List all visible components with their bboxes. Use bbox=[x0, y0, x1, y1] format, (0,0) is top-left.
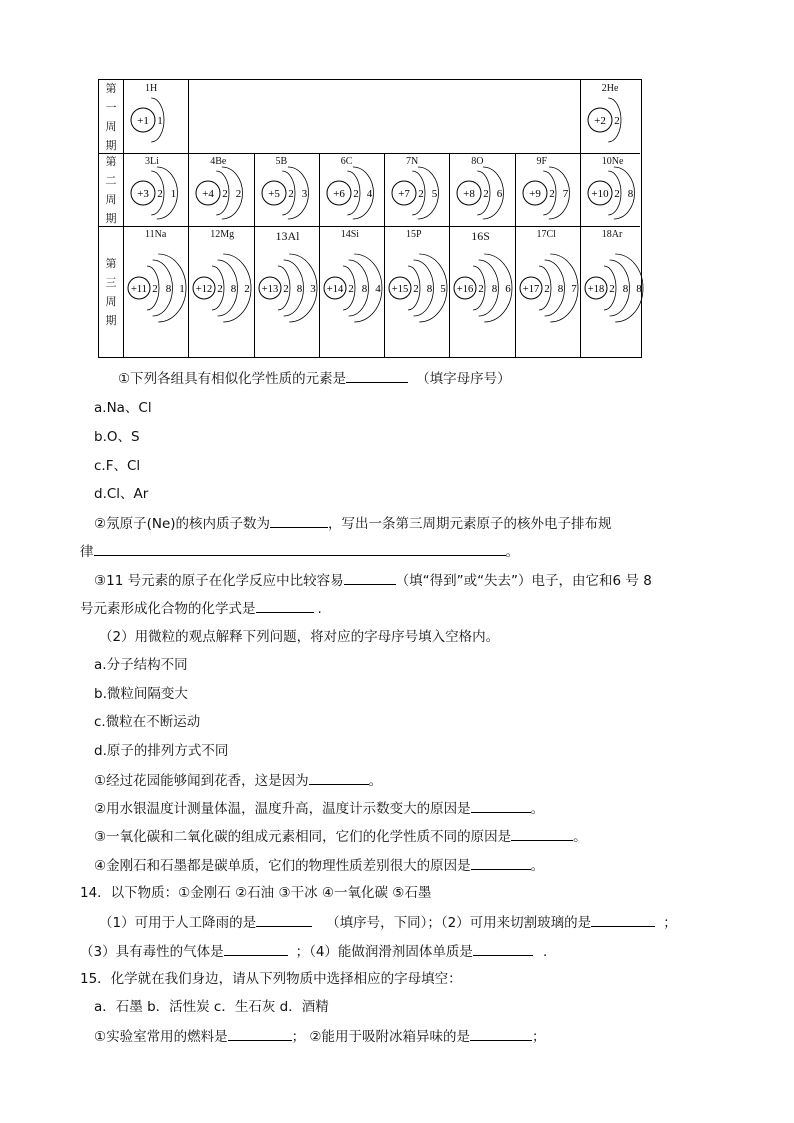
q15-l1-b: ； ②能用于吸附冰箱异味的是 bbox=[291, 1029, 471, 1045]
element-symbol: 5B bbox=[275, 156, 288, 167]
q15-l1-a: ①实验室常用的燃料是 bbox=[94, 1029, 228, 1045]
element-symbol: 18Ar bbox=[601, 229, 623, 240]
nuclear-charge: +15 bbox=[391, 284, 409, 295]
period-label-char: 期 bbox=[105, 138, 117, 152]
atom-diagram bbox=[580, 226, 645, 357]
shell-electron-count: 2 bbox=[287, 188, 294, 200]
element-symbol: 13Al bbox=[275, 229, 300, 243]
element-cell bbox=[123, 80, 188, 153]
element-symbol: 1H bbox=[145, 83, 158, 94]
shell-electron-count: 8 bbox=[636, 283, 642, 295]
nuclear-charge: +10 bbox=[591, 188, 609, 200]
part2-option-b: b.微粒间隔变大 bbox=[94, 686, 188, 702]
q2-line-2 bbox=[80, 541, 519, 562]
q14-l2-a: （3）具有毒性的气体是 bbox=[80, 944, 224, 960]
shell-electron-count: 1 bbox=[170, 188, 177, 200]
atom-diagram bbox=[515, 153, 580, 226]
shell-electron-count: 8 bbox=[165, 283, 172, 295]
q15-blank-2[interactable] bbox=[470, 1026, 532, 1041]
period-label-char: 三 bbox=[105, 275, 117, 289]
q2-line-1 bbox=[94, 513, 612, 534]
shell-electron-count: 2 bbox=[244, 283, 250, 295]
shell-electron-count: 4 bbox=[366, 188, 372, 200]
shell-electron-count: 2 bbox=[152, 283, 158, 295]
q3-answer-blank-1[interactable] bbox=[344, 570, 396, 585]
q2-text-b: ，写出一条第三周期元素原子的核外电子排布规 bbox=[328, 516, 612, 532]
atom-diagram bbox=[384, 153, 449, 226]
element-symbol: 6C bbox=[340, 156, 353, 167]
q3-text-d: . bbox=[317, 601, 322, 617]
part2-question-3 bbox=[94, 826, 587, 847]
part2-question-4 bbox=[94, 855, 544, 876]
q14-blank-4[interactable] bbox=[473, 941, 533, 956]
shell-electron-count: 2 bbox=[614, 115, 620, 127]
element-cell bbox=[123, 153, 188, 226]
atom-diagram bbox=[580, 153, 645, 226]
element-cell bbox=[449, 153, 514, 226]
q14-l1-a: （1）可用于人工降雨的是 bbox=[99, 915, 257, 931]
q14-blank-3[interactable] bbox=[224, 941, 288, 956]
element-cell bbox=[254, 226, 319, 357]
nuclear-charge: +14 bbox=[326, 284, 343, 295]
q15-options: a．石墨 b．活性炭 c．生石灰 d．酒精 bbox=[94, 999, 329, 1015]
q1-prompt: ①下列各组具有相似化学性质的元素是 bbox=[118, 371, 347, 387]
q2-text-a: ②氖原子(Ne)的核内质子数为 bbox=[94, 516, 271, 532]
element-symbol: 7N bbox=[406, 156, 419, 167]
q14-blank-1[interactable] bbox=[256, 912, 312, 927]
shell-electron-count: 6 bbox=[497, 188, 503, 200]
q14-l1-b: （填序号，下同）；（2）可用来切割玻璃的是 bbox=[326, 915, 592, 931]
element-cell bbox=[515, 153, 580, 226]
nuclear-charge: +2 bbox=[593, 115, 606, 127]
nuclear-charge: +8 bbox=[463, 188, 476, 200]
element-cell bbox=[188, 153, 253, 226]
q15-stem: 15．化学就在我们身边，请从下列物质中选择相应的字母填空： bbox=[80, 971, 462, 987]
period-label-char: 期 bbox=[105, 313, 117, 327]
shell-electron-count: 2 bbox=[217, 283, 223, 295]
nuclear-charge: +11 bbox=[130, 284, 148, 295]
atom-diagram bbox=[123, 153, 188, 226]
part2-q1-blank[interactable] bbox=[309, 770, 369, 785]
shell-electron-count: 3 bbox=[309, 283, 316, 295]
period-label-char: 一 bbox=[105, 100, 117, 114]
atom-diagram bbox=[188, 226, 253, 357]
atom-diagram bbox=[580, 80, 645, 153]
element-cell bbox=[580, 153, 645, 226]
element-symbol: 14Si bbox=[340, 229, 360, 240]
part2-q4-tail: 。 bbox=[530, 858, 545, 874]
q1-option-a: a.Na、Cl bbox=[94, 400, 152, 416]
q14-l2-b: ；（4）能做润滑剂固体单质是 bbox=[295, 944, 473, 960]
shell-electron-count: 8 bbox=[426, 283, 433, 295]
part2-q4-text: ④金刚石和石墨都是碳单质，它们的物理性质差别很大的原因是 bbox=[94, 858, 471, 874]
atom-diagram bbox=[123, 80, 188, 153]
element-cell bbox=[384, 226, 449, 357]
element-symbol: 17Cl bbox=[536, 229, 556, 240]
q15-line-1 bbox=[94, 1026, 546, 1047]
period-label bbox=[99, 80, 123, 153]
atom-diagram bbox=[188, 153, 253, 226]
atom-diagram bbox=[319, 226, 384, 357]
part2-question-2 bbox=[94, 798, 544, 819]
part2-q4-blank[interactable] bbox=[471, 855, 531, 870]
q14-line-2 bbox=[80, 941, 547, 962]
q3-text-c: 号元素形成化合物的化学式是 bbox=[80, 601, 256, 617]
periodic-table bbox=[98, 79, 642, 358]
element-cell bbox=[123, 226, 188, 357]
element-symbol: 16S bbox=[471, 229, 490, 243]
element-symbol: 2He bbox=[601, 83, 619, 94]
q3-answer-blank-2[interactable] bbox=[256, 598, 314, 613]
q1-prompt-line bbox=[118, 368, 511, 389]
element-cell bbox=[515, 226, 580, 357]
shell-electron-count: 8 bbox=[622, 283, 628, 295]
nuclear-charge: +3 bbox=[137, 188, 149, 200]
q14-line-1 bbox=[99, 912, 677, 933]
atom-diagram bbox=[123, 226, 188, 357]
period-label-char: 第 bbox=[105, 154, 117, 168]
element-symbol: 8O bbox=[471, 156, 484, 167]
element-cell bbox=[254, 153, 319, 226]
element-symbol: 4Be bbox=[210, 156, 227, 167]
element-cell bbox=[580, 80, 645, 153]
atom-diagram bbox=[515, 226, 580, 357]
shell-electron-count: 8 bbox=[492, 283, 498, 295]
nuclear-charge: +18 bbox=[587, 284, 604, 295]
q14-stem: 14．以下物质：①金刚石 ②石油 ③干冰 ④一氧化碳 ⑤石墨 bbox=[80, 885, 432, 901]
part2-q3-tail: 。 bbox=[573, 829, 587, 845]
shell-electron-count: 3 bbox=[301, 188, 307, 200]
q3-text-b: （填“得到”或“失去”）电子，由它和6 号 8 bbox=[395, 573, 652, 589]
element-cell bbox=[188, 226, 253, 357]
element-cell bbox=[449, 226, 514, 357]
shell-electron-count: 1 bbox=[179, 283, 185, 295]
shell-electron-count: 8 bbox=[231, 283, 237, 295]
atom-diagram bbox=[449, 226, 514, 357]
part2-intro: （2）用微粒的观点解释下列问题，将对应的字母序号填入空格内。 bbox=[99, 629, 500, 645]
nuclear-charge: +17 bbox=[522, 284, 539, 295]
part2-q2-text: ②用水银温度计测量体温，温度升高，温度计示数变大的原因是 bbox=[94, 801, 471, 817]
period-label-char: 第 bbox=[105, 256, 117, 270]
shell-electron-count: 4 bbox=[375, 283, 381, 295]
shell-electron-count: 2 bbox=[157, 188, 163, 200]
shell-electron-count: 2 bbox=[222, 188, 228, 200]
q15-blank-1[interactable] bbox=[228, 1026, 292, 1041]
shell-electron-count: 2 bbox=[348, 283, 354, 295]
shell-electron-count: 2 bbox=[413, 283, 419, 295]
element-symbol: 12Mg bbox=[210, 229, 235, 240]
nuclear-charge: +6 bbox=[332, 188, 345, 200]
shell-electron-count: 2 bbox=[478, 283, 484, 295]
atom-diagram bbox=[449, 153, 514, 226]
q1-option-b: b.O、S bbox=[94, 429, 140, 445]
period-label-char: 周 bbox=[105, 192, 117, 206]
element-symbol: 11Na bbox=[145, 229, 167, 240]
nuclear-charge: +4 bbox=[202, 188, 215, 200]
part2-q2-blank[interactable] bbox=[471, 798, 531, 813]
element-cell bbox=[384, 153, 449, 226]
table-column-divider bbox=[188, 80, 189, 153]
period-label-char: 周 bbox=[105, 294, 117, 308]
shell-electron-count: 2 bbox=[353, 188, 359, 200]
period-label-char: 第 bbox=[105, 81, 117, 95]
part2-q1-text: ①经过花园能够闻到花香，这是因为 bbox=[94, 773, 309, 789]
period-label-char: 期 bbox=[105, 211, 117, 225]
atom-diagram bbox=[319, 153, 384, 226]
q3-line-2 bbox=[80, 598, 322, 619]
atom-diagram bbox=[254, 153, 319, 226]
part2-q2-tail: 。 bbox=[530, 801, 545, 817]
shell-electron-count: 6 bbox=[505, 283, 511, 295]
part2-option-c: c.微粒在不断运动 bbox=[94, 714, 201, 730]
q14-l1-c: ； bbox=[663, 915, 677, 931]
nuclear-charge: +13 bbox=[261, 284, 278, 295]
nuclear-charge: +12 bbox=[196, 284, 213, 295]
q15-l1-c: ； bbox=[532, 1029, 546, 1045]
element-cell bbox=[319, 153, 384, 226]
shell-electron-count: 1 bbox=[157, 115, 163, 127]
nuclear-charge: +7 bbox=[398, 188, 410, 200]
q3-text-a: ③11 号元素的原子在化学反应中比较容易 bbox=[94, 573, 344, 589]
part2-option-d: d.原子的排列方式不同 bbox=[94, 743, 229, 759]
shell-electron-count: 8 bbox=[627, 188, 633, 200]
period-label-char: 二 bbox=[105, 173, 117, 187]
shell-electron-count: 2 bbox=[614, 188, 620, 200]
nuclear-charge: +9 bbox=[528, 188, 541, 200]
atom-diagram bbox=[254, 226, 319, 357]
element-symbol: 9F bbox=[536, 156, 548, 167]
q2-answer-blank-2[interactable] bbox=[94, 541, 506, 556]
shell-electron-count: 2 bbox=[236, 188, 242, 200]
shell-electron-count: 2 bbox=[609, 283, 615, 295]
nuclear-charge: +16 bbox=[457, 284, 474, 295]
q14-l2-c: . bbox=[542, 944, 548, 960]
shell-electron-count: 5 bbox=[440, 283, 446, 295]
q1-answer-blank[interactable] bbox=[346, 368, 408, 383]
q1-option-c: c.F、Cl bbox=[94, 458, 141, 474]
period-label bbox=[99, 226, 123, 357]
period-label-char: 周 bbox=[105, 119, 117, 133]
period-label bbox=[99, 153, 123, 226]
q3-line-1 bbox=[94, 570, 652, 591]
part2-q3-blank[interactable] bbox=[511, 826, 573, 841]
q1-option-d: d.Cl、Ar bbox=[94, 486, 149, 502]
shell-electron-count: 2 bbox=[282, 283, 289, 295]
shell-electron-count: 2 bbox=[548, 188, 555, 200]
element-symbol: 3Li bbox=[145, 156, 159, 167]
shell-electron-count: 2 bbox=[483, 188, 489, 200]
shell-electron-count: 2 bbox=[418, 188, 424, 200]
q1-prompt-tail: （填字母序号） bbox=[416, 371, 511, 387]
shell-electron-count: 8 bbox=[296, 283, 302, 295]
part2-q1-tail: 。 bbox=[368, 773, 383, 789]
shell-electron-count: 5 bbox=[431, 188, 438, 200]
nuclear-charge: +1 bbox=[137, 115, 149, 127]
element-symbol: 15P bbox=[406, 229, 422, 240]
shell-electron-count: 8 bbox=[557, 283, 563, 295]
element-symbol: 10Ne bbox=[601, 156, 624, 167]
q2-text-d: 。 bbox=[505, 544, 519, 560]
shell-electron-count: 7 bbox=[562, 188, 568, 200]
element-cell bbox=[319, 226, 384, 357]
part2-q3-text: ③一氧化碳和二氧化碳的组成元素相同，它们的化学性质不同的原因是 bbox=[94, 829, 512, 845]
shell-electron-count: 2 bbox=[543, 283, 550, 295]
shell-electron-count: 8 bbox=[361, 283, 367, 295]
part2-question-1 bbox=[94, 770, 382, 791]
part2-option-a: a.分子结构不同 bbox=[94, 657, 188, 673]
q2-text-c: 律 bbox=[80, 544, 94, 560]
q14-blank-2[interactable] bbox=[591, 912, 655, 927]
q2-answer-blank-1[interactable] bbox=[270, 513, 328, 528]
element-cell bbox=[580, 226, 645, 357]
nuclear-charge: +5 bbox=[267, 188, 280, 200]
atom-diagram bbox=[384, 226, 449, 357]
shell-electron-count: 7 bbox=[570, 283, 577, 295]
